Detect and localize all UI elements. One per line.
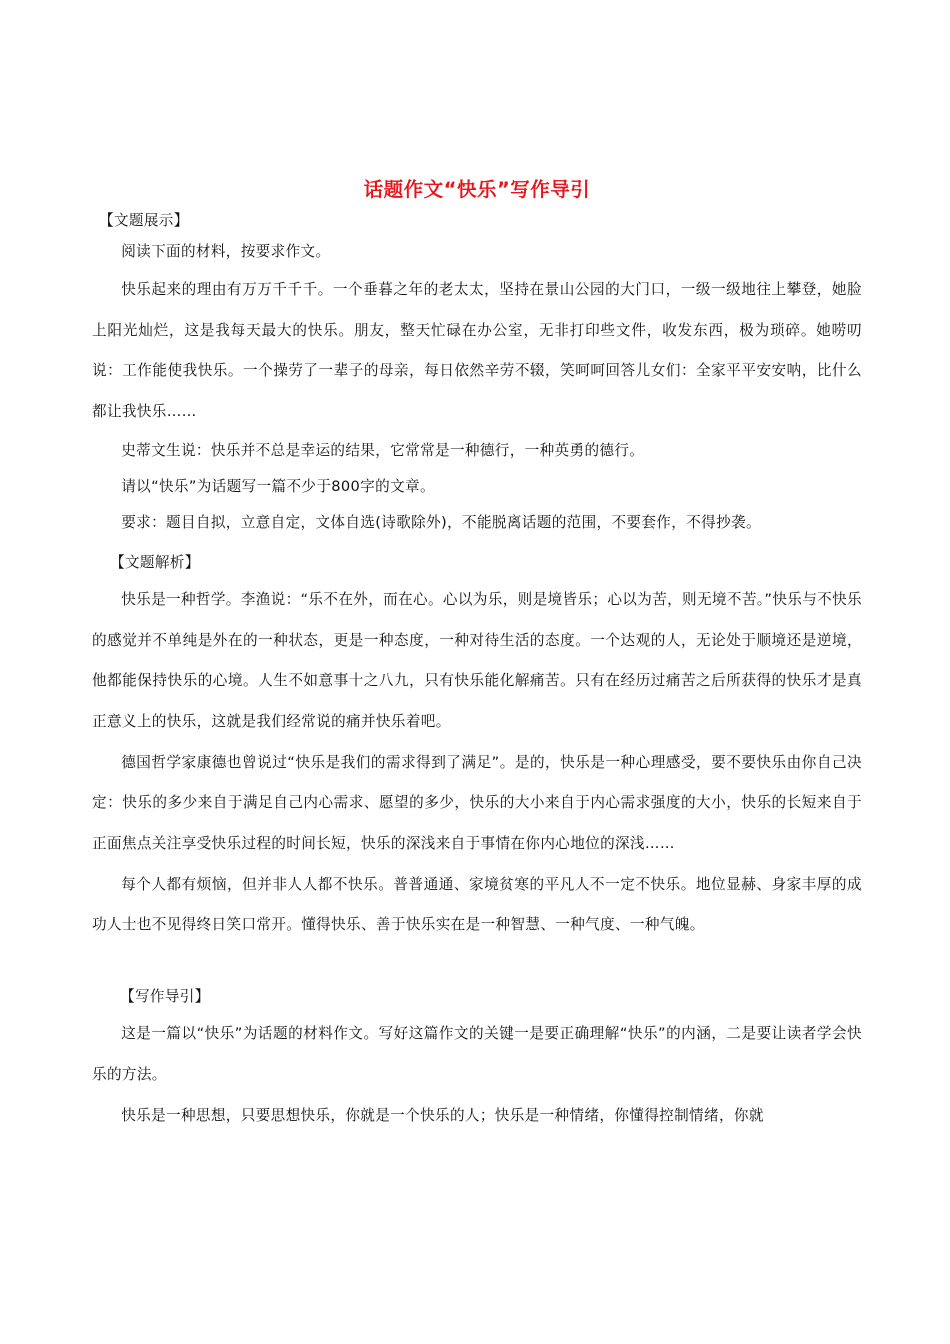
paragraph: 快乐是一种哲学。李渔说：“乐不在外，而在心。心以为乐，则是境皆乐；心以为苦，则无境不苦。”快乐与不快乐的感觉并不单纯是外在的一种状态，更是一种态度，一种对待生活的态度。一个达观的人，无论处于顺境还是逆境，他都能保持快乐的心境。人生不如意事十之八九，只有快乐能化解痛苦。只有在经历过痛苦之后所获得的快乐才是真正意义上的快乐，这就是我们经常说的痛并快乐着吧。	[92, 590, 862, 730]
page-title: 话题作文“快乐”写作导引	[363, 178, 591, 201]
document-body	[92, 172, 862, 1136]
paragraph: 要求：题目自拟，立意自定，文体自选(诗歌除外)，不能脱离话题的范围，不要套作，不得抄袭。	[121, 513, 761, 531]
paragraph: 每个人都有烦恼，但并非人人都不快乐。普普通通、家境贫寒的平凡人不一定不快乐。地位显赫、身家丰厚的成功人士也不见得终日笑口常开。懂得快乐、善于快乐实在是一种智慧、一种气度、一种气魄。	[92, 875, 862, 934]
paragraph: 快乐是一种思想，只要思想快乐，你就是一个快乐的人；快乐是一种情绪，你懂得控制情绪，你就	[121, 1106, 764, 1124]
paragraph: 这是一篇以“快乐”为话题的材料作文。写好这篇作文的关键一是要正确理解“快乐”的内涵，二是要让读者学会快乐的方法。	[92, 1025, 862, 1083]
section-heading-prompt: 【文题展示】	[99, 212, 189, 229]
paragraph: 德国哲学家康德也曾说过“快乐是我们的需求得到了满足”。是的，快乐是一种心理感受，要不要快乐由你自己决定：快乐的多少来自于满足自己内心需求、愿望的多少，快乐的大小来自于内心需求强度的大小，快乐的长短来自于正面焦点关注享受快乐过程的时间长短，快乐的深浅来自于事情在你内心地位的深浅……	[92, 753, 862, 853]
section-heading-analysis: 【文题解析】	[110, 553, 200, 571]
paragraph: 史蒂文生说：快乐并不总是幸运的结果，它常常是一种德行，一种英勇的德行。	[121, 441, 645, 459]
paragraph: 阅读下面的材料，按要求作文。	[121, 243, 331, 260]
paragraph: 快乐起来的理由有万万千千千。一个垂暮之年的老太太，坚持在景山公园的大门口，一级一级地往上攀登，她脸上阳光灿烂，这是我每天最大的快乐。朋友，整天忙碌在办公室，无非打印些文件，收发东西，极为琐碎。她唠叨说：工作能使我快乐。一个操劳了一辈子的母亲，每日依然辛劳不辍，笑呵呵回答儿女们：全家平平安安呐，比什么都让我快乐……	[92, 281, 862, 421]
paragraph: 请以“快乐”为话题写一篇不少于800字的文章。	[121, 477, 435, 495]
section-heading-guide: 【写作导引】	[120, 988, 210, 1006]
